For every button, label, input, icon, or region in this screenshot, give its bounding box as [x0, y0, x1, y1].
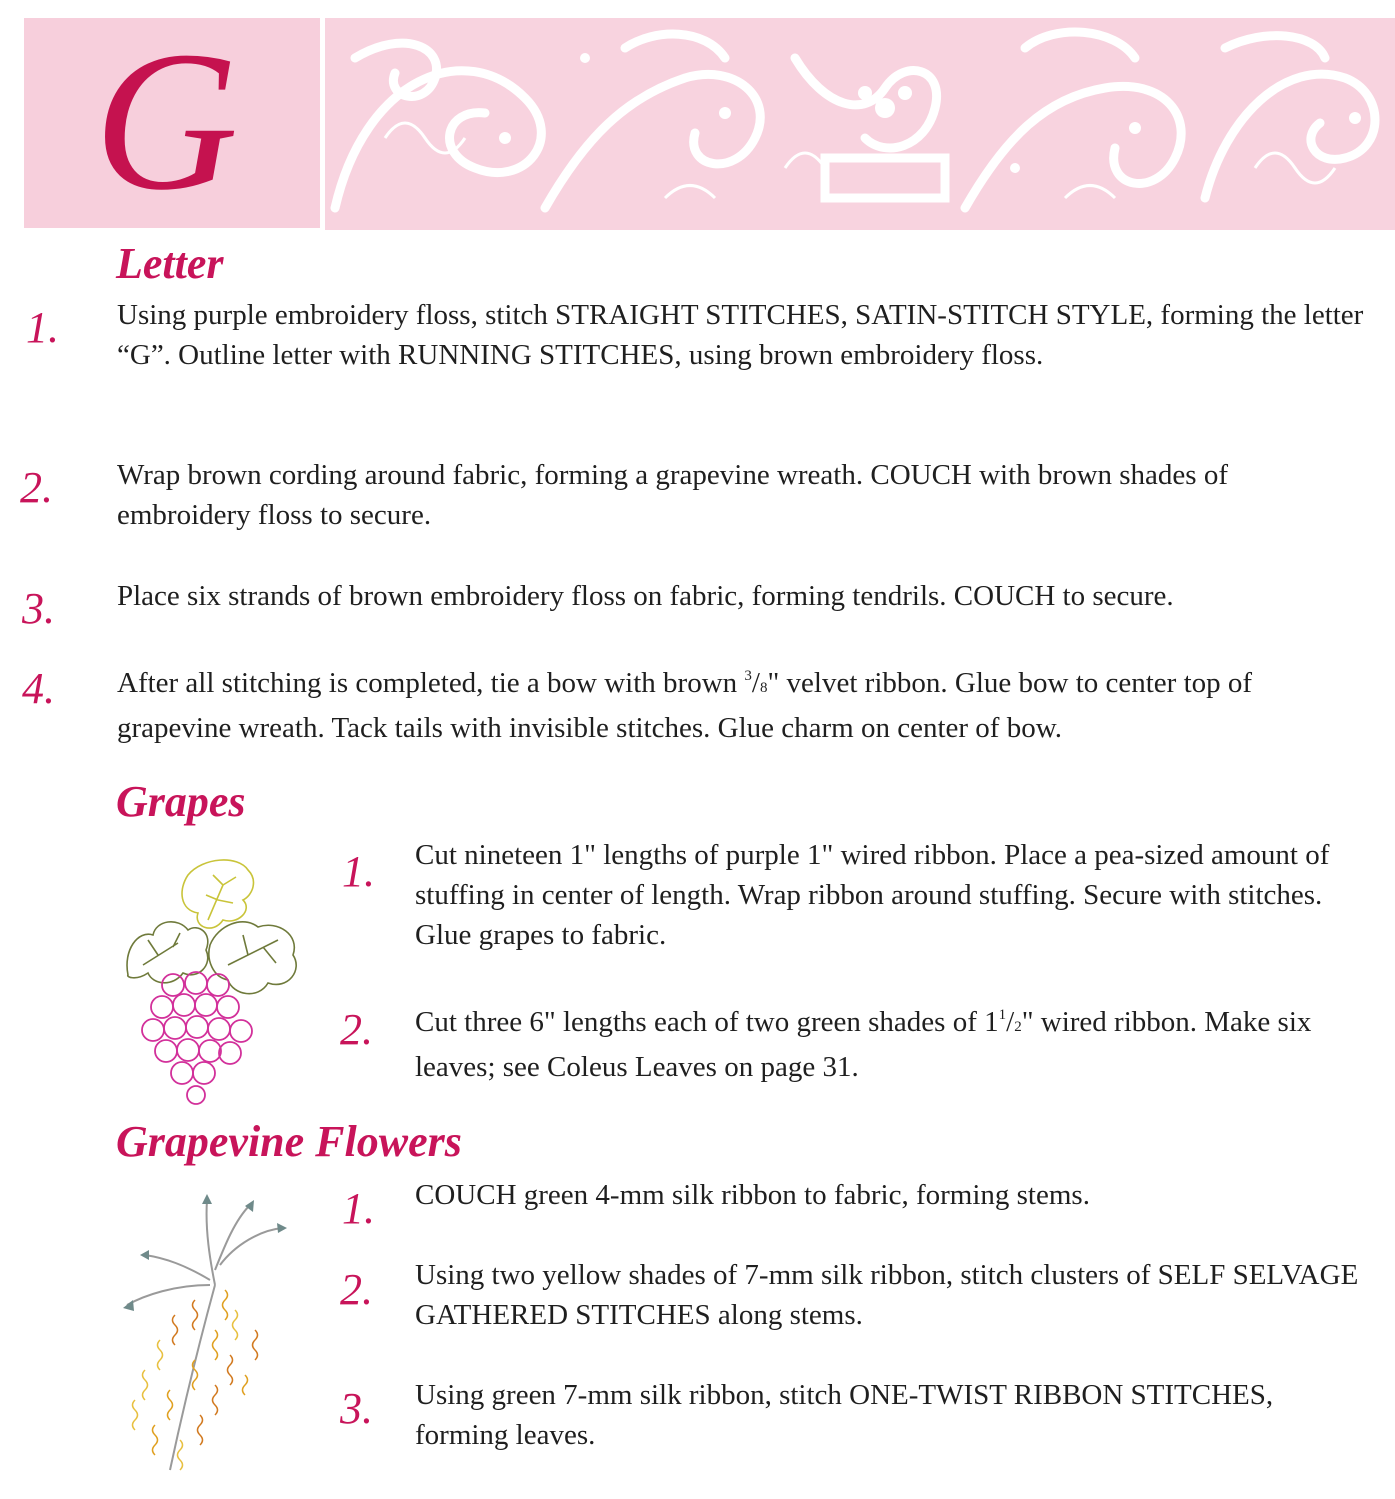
fraction-denominator: 8	[759, 680, 768, 696]
fraction: $^3$/8	[744, 667, 768, 699]
step-number: 2.	[340, 1265, 373, 1314]
step-number: 4.	[22, 664, 55, 713]
step-number: 1.	[342, 1184, 375, 1233]
section-heading-letter: Letter	[116, 239, 224, 288]
fraction-numerator: 3	[744, 668, 752, 684]
step-number: 2.	[340, 1005, 373, 1054]
header-banner	[0, 0, 1395, 240]
step-text: COUCH green 4-mm silk ribbon to fabric, forming stems.	[415, 1179, 1090, 1211]
grapes-illustration	[118, 855, 308, 1105]
fraction-numerator: 1	[998, 1007, 1007, 1023]
step-text: Using purple embroidery floss, stitch STRAIGHT STITCHES, SATIN-STITCH STYLE, forming the letter “G”. Outline letter with RUNNING STITCHES, using brown embroidery floss.	[117, 299, 1364, 371]
step-text: Wrap brown cording around fabric, forming a grapevine wreath. COUCH with brown shades of embroidery floss to secure.	[117, 459, 1228, 531]
step-text-part: Cut three 6" lengths each of two green shades of 1	[415, 1006, 999, 1038]
step-text: Using green 7-mm silk ribbon, stitch ONE-TWIST RIBBON STITCHES, forming leaves.	[415, 1379, 1274, 1451]
grapevine-flowers-illustration	[115, 1190, 305, 1485]
step-text: Cut nineteen 1" lengths of purple 1" wired ribbon. Place a pea-sized amount of stuffing in center of length. Wrap ribbon around stuffing. Secure with stitches. Glue grapes to fabric.	[415, 839, 1330, 951]
floral-ornament-border	[325, 18, 1395, 230]
step-number: 3.	[22, 584, 55, 633]
fraction-denominator: 2	[1014, 1019, 1022, 1035]
step-number: 1.	[26, 303, 59, 352]
decorative-letter: G	[94, 11, 239, 232]
step-text: Place six strands of brown embroidery floss on fabric, forming tendrils. COUCH to secure.	[117, 580, 1174, 612]
section-heading-grapevine-flowers: Grapevine Flowers	[116, 1117, 462, 1166]
step-number: 1.	[342, 847, 375, 896]
step-text-part: " wired ribbon. Make six leaves; see Coleus Leaves on page 31.	[415, 1006, 1312, 1083]
fraction: $^1$/2	[998, 1006, 1022, 1038]
section-heading-grapes: Grapes	[116, 777, 246, 826]
step-number: 2.	[20, 463, 53, 512]
step-text: Using two yellow shades of 7-mm silk ribbon, stitch clusters of SELF SELVAGE GATHERED STITCHES along stems.	[415, 1259, 1359, 1331]
step-text-part: " velvet ribbon. Glue bow to center top of grapevine wreath. Tack tails with invisible stitches. Glue charm on center of bow.	[117, 667, 1253, 744]
step-number: 3.	[340, 1384, 373, 1433]
step-text-part: After all stitching is completed, tie a bow with brown	[117, 667, 745, 699]
step-text	[415, 995, 1365, 1087]
step-text	[117, 656, 1367, 748]
